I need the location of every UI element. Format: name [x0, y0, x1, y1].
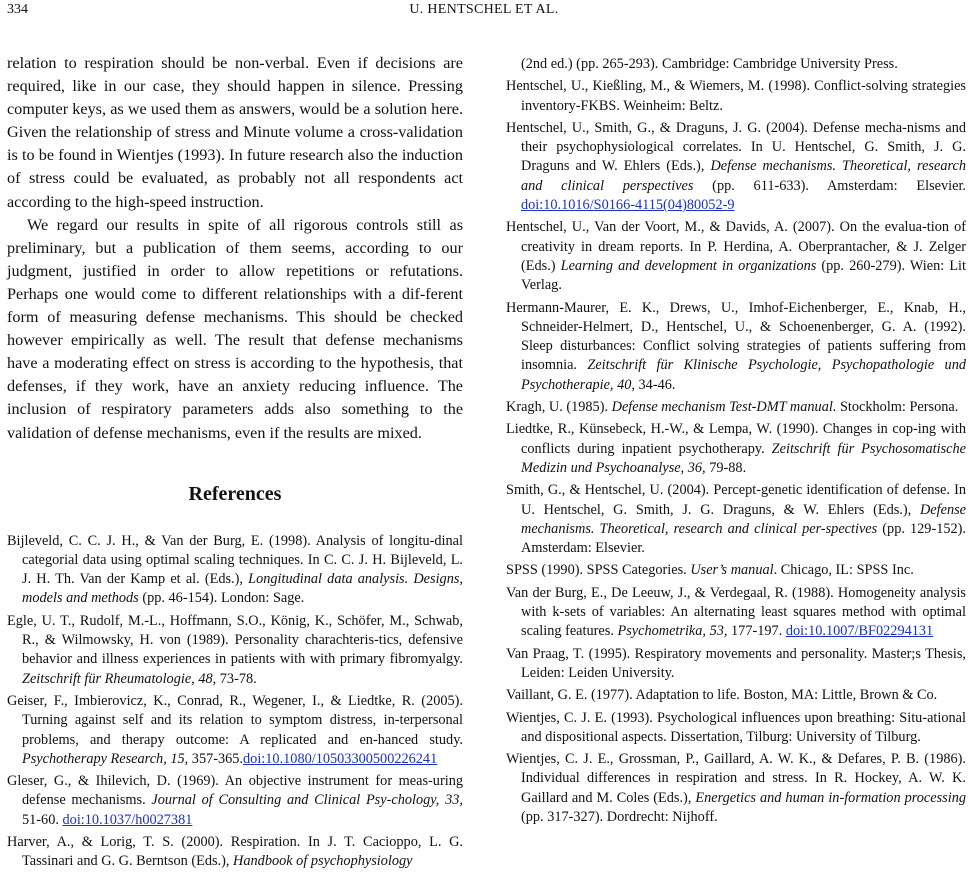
reference-entry	[506, 398, 966, 417]
reference-text: Gleser, G., & Ihilevich, D. (1969). An objective instrument for meas-uring defense mechanisms.	[7, 773, 463, 809]
reference-pages: . Chicago, IL: SPSS Inc.	[773, 562, 914, 579]
reference-pages: (pp. 611-633). Amsterdam: Elsevier.	[693, 177, 966, 194]
reference-source-title: Journal of Consulting and Clinical Psy-chology, 33,	[151, 792, 463, 809]
reference-text: Wientjes, C. J. E. (1993). Psychological influences upon breathing: Situ-ational and dispositional aspects. Dissertation, Tilburg: University of Tilburg.	[506, 709, 966, 745]
reference-text: Liedtke, R., Künsebeck, H.-W., & Lempa, W. (1990). Changes in cop-ing with conflicts during inpatient psychotherapy.	[506, 421, 966, 457]
reference-entry	[506, 750, 966, 827]
reference-text: Harver, A., & Lorig, T. S. (2000). Respiration. In J. T. Cacioppo, L. G. Tassinari and G. G. Berntson (Eds.),	[7, 834, 463, 870]
reference-pages: 51-60.	[22, 811, 63, 828]
reference-entry	[506, 686, 966, 705]
reference-entry	[506, 77, 966, 116]
reference-source-title: Energetics and human in-formation processing	[695, 789, 967, 806]
page-number: 334	[7, 2, 28, 17]
reference-text: Bijleveld, C. C. J. H., & Van der Burg, E. (1998). Analysis of longitu-dinal categorial data using optimal scaling techniques. In C. C. J. H. Bijleveld, L. J. H. Th. Van der Kamp et al. (Eds.),	[7, 532, 463, 588]
doi-link[interactable]: doi:10.1007/BF02294131	[785, 623, 934, 640]
reference-source-title: User’s manual	[690, 562, 774, 579]
reference-entry	[7, 833, 463, 872]
reference-entry	[506, 420, 966, 478]
running-head: U. HENTSCHEL ET AL.	[409, 2, 559, 17]
left-column	[7, 52, 463, 875]
reference-pages: 73-78.	[216, 670, 257, 687]
reference-source-title: Psychometrika, 53,	[617, 623, 728, 640]
reference-entry	[506, 119, 966, 215]
reference-text: Vaillant, G. E. (1977). Adaptation to life. Boston, MA: Little, Brown & Co.	[506, 687, 938, 704]
reference-text: Van Praag, T. (1995). Respiratory movements and personality. Master;s Thesis, Leiden: Leiden University.	[506, 645, 966, 681]
reference-text: Wientjes, C. J. E., Grossman, P., Gaillard, A. W. K., & Defares, P. B. (1986). Individual differences in respiration and stress. In R. Hockey, A. W. K. Gaillard and M. Coles (Eds.),	[506, 751, 966, 806]
reference-entry	[506, 561, 966, 580]
reference-source-title: Handbook of psychophysiology	[233, 853, 413, 870]
reference-source-title: Defense mechanisms. Theoretical, research and clinical per-spectives	[521, 501, 966, 537]
reference-pages: (pp. 260-279). Wien: Lit Verlag.	[521, 257, 966, 294]
reference-list	[7, 532, 463, 872]
reference-pages: (pp. 46-154). London: Sage.	[138, 590, 305, 607]
reference-list	[506, 77, 966, 827]
reference-pages: (pp. 317-327). Dordrecht: Nijhoff.	[521, 808, 718, 825]
reference-entry	[506, 709, 966, 748]
reference-pages: 79-88.	[705, 459, 747, 476]
reference-entry	[506, 218, 966, 295]
page-header	[0, 0, 968, 22]
reference-text: Hermann-Maurer, E. K., Drews, U., Imhof-Eichenberger, E., Knab, H., Schneider-Helmert, D., Hentschel, U., & Schoenenberger, G. A. (1992). Sleep disturbances: Conflict solving strategies of patients suffering from insomnia.	[506, 299, 966, 374]
reference-continuation: (2nd ed.) (pp. 265-293). Cambridge: Cambridge University Press.	[521, 56, 898, 72]
reference-pages: 34-46.	[634, 376, 676, 393]
reference-text: Hentschel, U., Kießling, M., & Wiemers, M. (1998). Conflict-solving strategies inventory-FKBS. Weinheim: Beltz.	[506, 78, 966, 114]
reference-source-title: Zeitschrift für Psychosomatische Medizin und Psychoanalyse, 36,	[521, 440, 966, 476]
reference-text: Hentschel, U., Smith, G., & Draguns, J. G. (2004). Defense mecha-nisms and their psychophysiological correlates. In U. Hentschel, G. Smith, J. G. Draguns and W. Ehlers (Eds.),	[506, 119, 966, 175]
doi-link[interactable]: doi:10.1080/10503300500226241	[243, 750, 438, 767]
doi-link[interactable]: doi:10.1016/S0166-4115(04)80052-9	[521, 197, 735, 214]
reference-pages: (pp. 129-152). Amsterdam: Elsevier.	[521, 520, 966, 557]
reference-source-title: Learning and development in organizations	[560, 257, 817, 274]
body-paragraph: We regard our results in spite of all rigorous controls still as preliminary, but a publication of them seems, according to our judgment, justified in order to allow repetitions or refutations. Perhaps one would come to different relationships with a dif-ferent form of measuring defense mechanisms. This should be checked however empirically as well. The result that defense mechanisms have a moderating effect on stress is according to the hypothesis, that defenses, if they work, have an anxiety reducing influence. The inclusion of respiratory parameters adds also something to the validation of defense mechanisms, even if the results are mixed.	[7, 215, 463, 442]
reference-source-title: Defense mechanism Test-DMT manual.	[611, 399, 837, 416]
reference-source-title: Zeitschrift für Rheumatologie, 48,	[22, 670, 217, 687]
references-heading: References	[188, 482, 282, 505]
reference-pages: 357-365.	[188, 750, 244, 767]
reference-text: Geiser, F., Imbierovicz, K., Conrad, R., Wegener, I., & Liedtke, R. (2005). Turning against self and its relation to symptom distress, in-terpersonal problems, and therapy outcome: A replicated and en-hanced study.	[7, 692, 463, 748]
reference-entry	[7, 612, 463, 689]
right-column	[506, 55, 966, 830]
reference-pages: Stockholm: Persona.	[836, 399, 959, 416]
reference-entry	[7, 692, 463, 769]
reference-text: Hentschel, U., Van der Voort, M., & Davids, A. (2007). On the evalua-tion of creativity in dream reports. In P. Herdina, A. Oberprantacher, & J. Zelger (Eds.)	[506, 219, 966, 274]
reference-text: SPSS (1990). SPSS Categories.	[506, 562, 691, 579]
reference-pages: 177-197.	[727, 623, 786, 640]
reference-entry	[506, 299, 966, 395]
reference-entry	[506, 584, 966, 642]
reference-text: Egle, U. T., Rudolf, M.-L., Hoffmann, S.O., König, K., Schöfer, M., Schwab, R., & Wilmowsky, H. von (1989). Personality charachteris-tics, defensive behavior and illness experiences in patients with with primary fibromyalgy.	[7, 612, 463, 668]
reference-entry	[7, 532, 463, 609]
reference-text: Van der Burg, E., De Leeuw, J., & Verdegaal, R. (1988). Homogeneity analysis with k-sets of variables: An alternating least squares method with optimal scaling features.	[506, 584, 966, 640]
reference-entry	[506, 481, 966, 558]
reference-source-title: Zeitschrift für Klinische Psychologie, Psychopathologie und Psychotherapie, 40,	[521, 357, 967, 393]
reference-text: Kragh, U. (1985).	[506, 399, 612, 416]
reference-source-title: Defense mechanisms. Theoretical, research and clinical perspectives	[521, 158, 966, 194]
reference-source-title: Psychotherapy Research, 15,	[22, 750, 189, 767]
reference-source-title: Longitudinal data analysis. Designs, models and methods	[22, 571, 463, 607]
reference-entry	[506, 645, 966, 684]
reference-text: Smith, G., & Hentschel, U. (2004). Percept-genetic identification of defense. In U. Hentschel, G. Smith, J. G. Draguns, & W. Ehlers (Eds.),	[506, 482, 966, 518]
body-paragraph: relation to respiration should be non-verbal. Even if decisions are required, like in our case, they should happen in silence. Pressing computer keys, as we used them as answers, would be a solution here. Given the relationship of stress and Minute volume a cross-validation is to be found in Wientjes (1993). In future research also the induction of stress could be evaluated, as probably not all respondents act according to the high-speed instruction.	[7, 54, 463, 211]
doi-link[interactable]: doi:10.1037/h0027381	[62, 811, 193, 828]
reference-entry	[7, 772, 463, 830]
